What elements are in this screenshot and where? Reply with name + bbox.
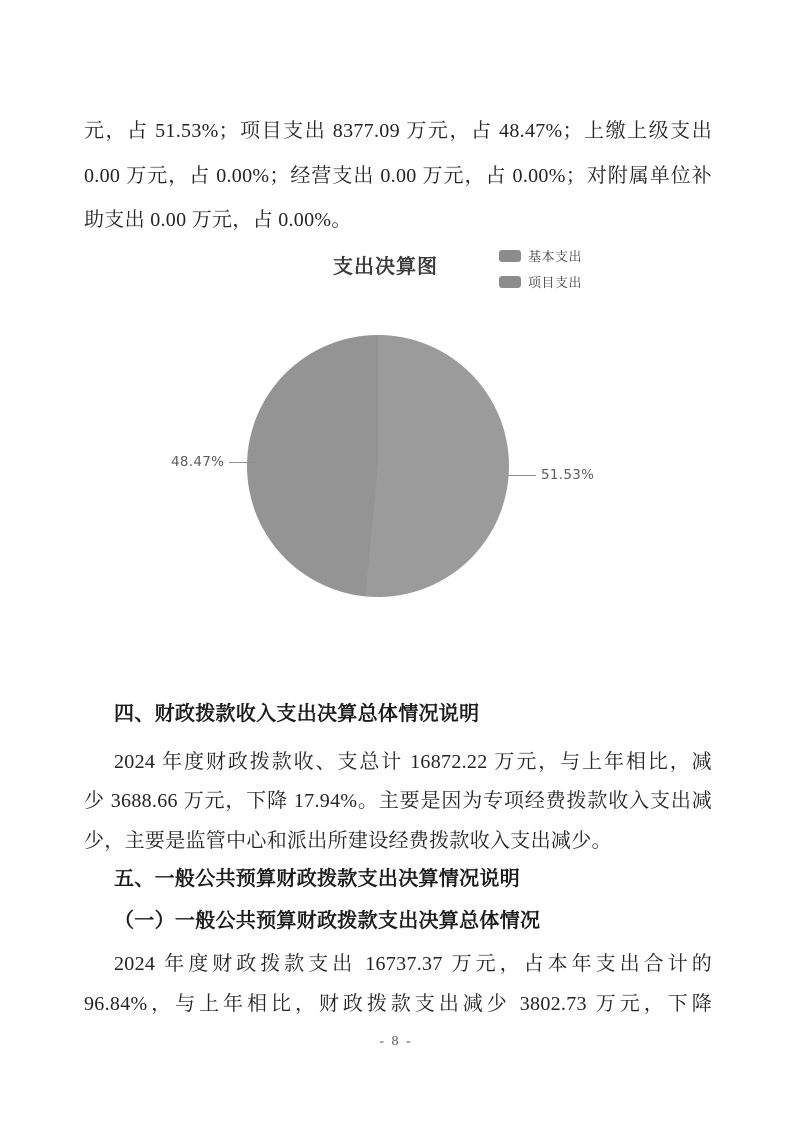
legend-label-basic: 基本支出 (528, 250, 583, 265)
intro-line-2: 0.00 万元，占 0.00%；经营支出 0.00 万元，占 0.00%；对附属单位补 (84, 165, 712, 187)
legend-item-project (499, 274, 582, 289)
chart-title: 支出决算图 (333, 254, 438, 278)
section-5-subheading: （一）一般公共预算财政拨款支出决算总体情况 (114, 910, 541, 932)
pie-label-project (171, 454, 256, 470)
legend-item-basic (499, 248, 582, 263)
section-5-heading: 五、一般公共预算财政拨款支出决算情况说明 (114, 868, 520, 890)
legend-swatch-basic-icon (499, 250, 521, 262)
page-number: - 8 - (379, 1034, 413, 1049)
legend-swatch-project-icon (499, 276, 521, 288)
section-4-line-3: 少，主要是监管中心和派出所建设经费拨款收入支出减少。 (84, 830, 612, 852)
chart-legend (499, 248, 582, 300)
section-5-line-2: 96.84%，与上年相比，财政拨款支出减少 3802.73 万元，下降 (84, 993, 712, 1015)
pie (247, 335, 509, 597)
section-4-heading: 四、财政拨款收入支出决算总体情况说明 (114, 703, 480, 725)
legend-label-project: 项目支出 (528, 276, 583, 291)
pie-label-basic-value: 51.53% (541, 467, 595, 483)
pie-label-basic (508, 467, 594, 483)
leader-line-right (508, 475, 536, 476)
leader-line-left (229, 462, 256, 463)
section-4-line-1: 2024 年度财政拨款收、支总计 16872.22 万元，与上年相比，减 (114, 751, 712, 773)
intro-line-1: 元，占 51.53%；项目支出 8377.09 万元，占 48.47%；上缴上级支出 (84, 120, 712, 142)
intro-line-3: 助支出 0.00 万元，占 0.00%。 (84, 209, 352, 231)
section-4-line-2: 少 3688.66 万元，下降 17.94%。主要是因为专项经费拨款收入支出减 (84, 790, 712, 812)
pie-label-project-value: 48.47% (171, 454, 225, 470)
section-5-line-1: 2024 年度财政拨款支出 16737.37 万元，占本年支出合计的 (114, 953, 712, 975)
